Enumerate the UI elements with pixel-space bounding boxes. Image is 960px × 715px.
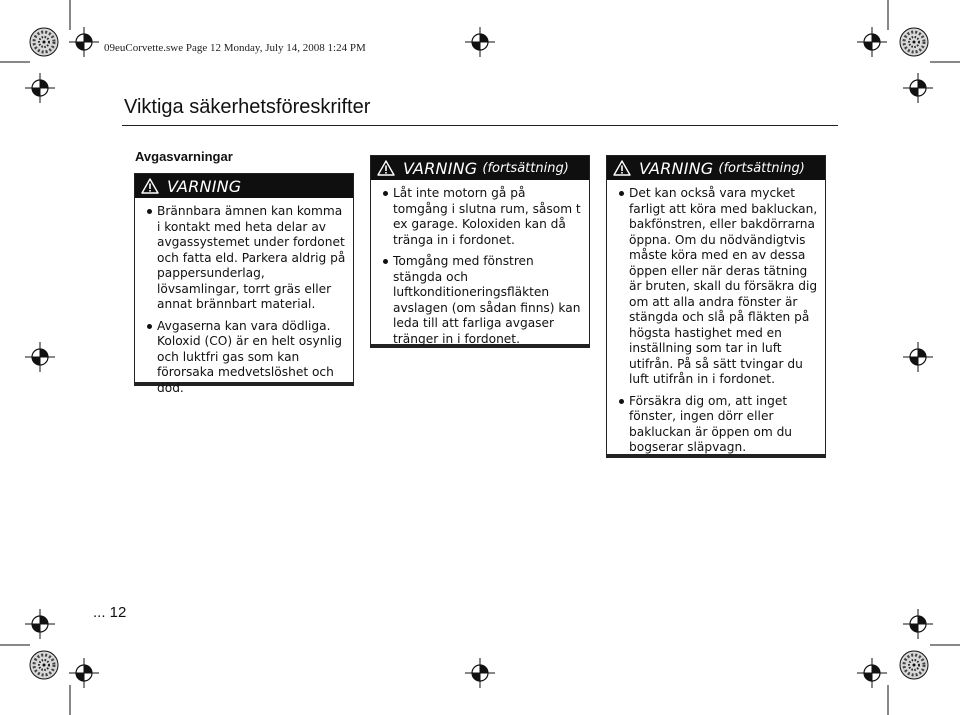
warning-item-text: Brännbara ämnen kan komma i kontakt med heta delar av avgassystemet under fordonet och fatta eld. Parkera aldrig på pappersunderlag, lövsamlingar, torrt gräs eller annat brännbart material. — [157, 204, 346, 311]
color-target-icon — [900, 28, 928, 56]
title-rule — [122, 125, 838, 126]
warning-box-title: VARNING — [403, 158, 478, 178]
warning-item-text: Det kan också vara mycket farligt att köra med bakluckan, bakfönstren, eller bakdörrarna öppna. Om du nödvändigtvis måste köra med en av dessa öppen eller när deras tätning är bruten, skall du försäkra dig om att alla andra fönster är stängda och slå på fläkten på högsta hastighet med en inställning som tar in luft utifrån. På så sätt tvingar du luft utifrån in i fordonet. — [629, 186, 818, 386]
bullet-icon — [619, 191, 624, 196]
warning-box-2 — [370, 155, 590, 348]
bullet-icon — [619, 399, 624, 404]
warning-box-subtitle: (fortsättning) — [718, 160, 805, 176]
warning-box-1 — [134, 173, 354, 395]
section-heading: Avgasvarningar — [135, 149, 233, 164]
color-target-icon — [30, 651, 58, 679]
warning-box-header — [607, 156, 825, 180]
bullet-icon — [383, 191, 388, 196]
print-slug: 09euCorvette.swe Page 12 Monday, July 14, 2008 1:24 PM — [104, 42, 366, 54]
warning-item — [383, 254, 583, 347]
color-target-icon — [900, 651, 928, 679]
page-number: ... 12 — [93, 604, 127, 621]
registration-mark-icon — [465, 27, 495, 57]
warning-item — [619, 394, 819, 456]
bullet-icon — [147, 324, 152, 329]
warning-box-title: VARNING — [167, 176, 242, 196]
warning-box-3 — [606, 155, 826, 458]
warning-item — [147, 204, 347, 313]
warning-item-text: Låt inte motorn gå på tomgång i slutna rum, såsom t ex garage. Koloxiden kan då tränga in i fordonet. — [393, 186, 581, 247]
warning-item-text: Försäkra dig om, att inget fönster, ingen dörr eller bakluckan är öppen om du bogserar släpvagn. — [629, 393, 793, 454]
page-title: Viktiga säkerhetsföreskrifter — [124, 96, 371, 118]
warning-box-subtitle: (fortsättning) — [482, 160, 569, 176]
warning-item — [619, 186, 819, 388]
bullet-icon — [147, 209, 152, 214]
registration-mark-icon — [903, 73, 933, 103]
warning-item — [383, 186, 583, 248]
warning-item-text: Tomgång med fönstren stängda och luftkonditioneringsfläkten avslagen (om sådan finns) kan leda till att farliga avgaser tränger in i fordonet. — [393, 254, 581, 346]
registration-mark-icon — [25, 609, 55, 639]
warning-box-header — [371, 156, 589, 180]
registration-mark-icon — [69, 658, 99, 688]
warning-box-title: VARNING — [639, 158, 714, 178]
warning-item-text: Avgaserna kan vara dödliga. Koloxid (CO) är en helt osynlig och luktfri gas som kan förorsaka medvetslöshet och död. — [157, 318, 342, 395]
bullet-icon — [383, 259, 388, 264]
registration-mark-icon — [857, 27, 887, 57]
registration-mark-icon — [25, 73, 55, 103]
color-target-icon — [30, 28, 58, 56]
warning-triangle-icon — [141, 178, 159, 194]
warning-triangle-icon — [613, 160, 631, 176]
registration-mark-icon — [903, 609, 933, 639]
registration-mark-icon — [465, 658, 495, 688]
registration-mark-icon — [25, 342, 55, 372]
warning-item — [147, 319, 347, 397]
warning-box-header — [135, 174, 353, 198]
registration-mark-icon — [69, 27, 99, 57]
warning-triangle-icon — [377, 160, 395, 176]
registration-mark-icon — [857, 658, 887, 688]
registration-mark-icon — [903, 342, 933, 372]
